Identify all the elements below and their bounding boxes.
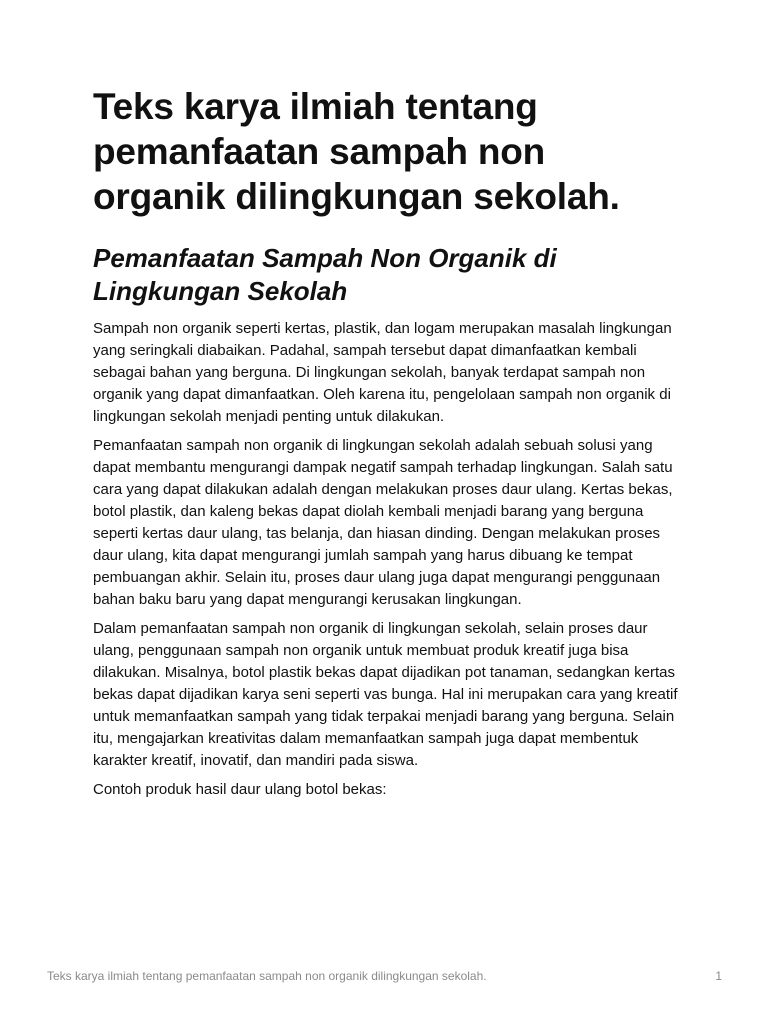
- document-page: [93, 84, 683, 808]
- paragraph-intro: Sampah non organik seperti kertas, plastik, dan logam merupakan masalah lingkungan yang seringkali diabaikan. Padahal, sampah tersebut dapat dimanfaatkan kembali sebagai bahan yang berguna. Di lingkungan sekolah, banyak terdapat sampah non organik yang dapat dimanfaatkan. Oleh karena itu, pengelolaan sampah non organik di lingkungan sekolah menjadi penting untuk dilakukan.: [93, 320, 672, 425]
- document-subtitle: Pemanfaatan Sampah Non Organik di Lingkungan Sekolah: [93, 243, 557, 306]
- page-number: 1: [715, 969, 722, 983]
- paragraph-creative-products: Dalam pemanfaatan sampah non organik di lingkungan sekolah, selain proses daur ulang, penggunaan sampah non organik untuk membuat produk kreatif juga bisa dilakukan. Misalnya, botol plastik bekas dapat dijadikan pot tanaman, sedangkan kertas bekas dapat dijadikan karya seni seperti vas bunga. Hal ini merupakan cara yang kreatif untuk memanfaatkan sampah yang tidak terpakai menjadi barang yang berguna. Selain itu, mengajarkan kreativitas dalam memanfaatkan sampah juga dapat membentuk karakter kreatif, inovatif, dan mandiri pada siswa.: [93, 620, 678, 769]
- paragraph-recycling: Pemanfaatan sampah non organik di lingkungan sekolah adalah sebuah solusi yang dapat membantu mengurangi dampak negatif sampah terhadap lingkungan. Salah satu cara yang dapat dilakukan adalah dengan melakukan proses daur ulang. Kertas bekas, botol plastik, dan kaleng bekas dapat diolah kembali menjadi barang yang berguna seperti kertas daur ulang, tas belanja, dan hiasan dinding. Dengan melakukan proses daur ulang, kita dapat mengurangi jumlah sampah yang harus dibuang ke tempat pembuangan akhir. Selain itu, proses daur ulang juga dapat mengurangi penggunaan bahan baku baru yang dapat mengurangi kerusakan lingkungan.: [93, 437, 673, 608]
- document-title: Teks karya ilmiah tentang pemanfaatan sampah non organik dilingkungan sekolah.: [93, 86, 620, 217]
- paragraph-example-caption: Contoh produk hasil daur ulang botol bekas:: [93, 781, 387, 798]
- footer-title: Teks karya ilmiah tentang pemanfaatan sampah non organik dilingkungan sekolah.: [47, 969, 487, 983]
